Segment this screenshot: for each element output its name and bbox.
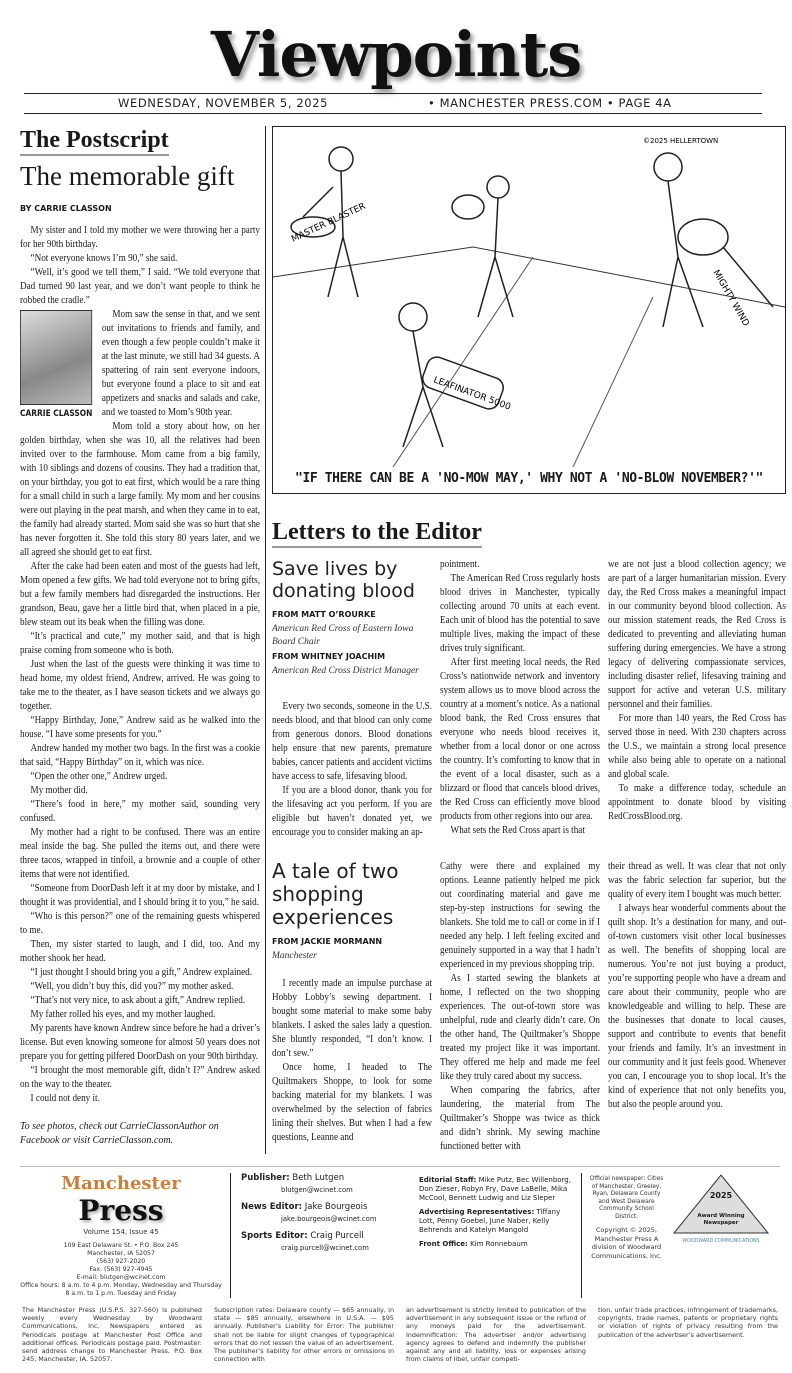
paragraph: Just when the last of the guests were thinking it was time to head home, my oldest friend, Andrew, arrived. He was going to take me to the theater, as I have season tickets and we always go together. — [20, 659, 260, 712]
address-line: Fax: (563) 927-4945 — [89, 1266, 153, 1273]
column-divider — [265, 126, 266, 1154]
label: Sports Editor: — [241, 1231, 308, 1241]
logo-manchester: Manchester — [61, 1173, 181, 1194]
paragraph: What sets the Red Cross apart is that — [450, 825, 585, 836]
paragraph: For more than 140 years, the Red Cross has served those in need. With 230 chapters across the U.S., we maintain a strong local presence while also being able to operate on a national and global scale. — [608, 713, 786, 780]
paragraph: Once home, I headed to The Quiltmakers Shoppe, to look for some backing material for my blankets. I was overwhelmed by the selection of fabrics lining their shelves. But when I had a few questions, Leanne and — [272, 1062, 432, 1143]
letter-body — [440, 860, 600, 1154]
notes-block — [582, 1173, 668, 1260]
letter-2 — [272, 860, 786, 1154]
paragraph: “Who is this person?” one of the remaining guests whispered to me. — [20, 911, 260, 936]
address-line: E-mail: blutgen@wcinet.com — [76, 1274, 166, 1281]
paragraph: If you are a blood donor, thank you for the lifesaving act you perform. If you are eligible but haven’t donated yet, we encourage you to consider making an ap- — [272, 785, 432, 838]
editors-list — [231, 1173, 413, 1253]
section-title: Viewpoints — [210, 18, 582, 91]
staff-list — [413, 1173, 581, 1249]
byline: BY CARRIE CLASSON — [20, 204, 112, 213]
fine-print — [22, 1306, 780, 1363]
cartoon-drawing — [273, 127, 785, 467]
letter-headline: A tale of two shopping experiences — [272, 859, 399, 929]
cartoon-label: MASTER BLASTER — [290, 201, 368, 245]
paragraph: we are not just a blood collection agency; we are part of a larger humanitarian mission. Every day, the Red Cross makes a meaningful impact in our community beyond blood collection. As our mission statement reads, the Red Cross is dedicated to preventing and alleviating human suffering during emergencies. We have a strong legacy of delivering compassionate services, including disaster relief, lifesaving training and support for active and veteran U.S. military personnel and their families. — [608, 559, 786, 710]
paragraph: Cathy were there and explained my options. Leanne patiently helped me pick out coordinating material and gave me step-by-step instructions for sewing the blankets. She told me to call or come in if I needed any help. I left feeling excited and genuinely supported in a way that I hadn’t experienced in my previous shopping trip. — [440, 861, 600, 970]
paragraph: My mother had a right to be confused. There was an entire meal inside the bag. She pulled the items out, and there were three tacos, wrapped in tinfoil, a brownie and a couple of other items that were not identified. — [20, 827, 260, 880]
address-line: (563) 927-2020 — [96, 1258, 146, 1265]
paragraph: “Open the other one,” Andrew urged. — [30, 771, 168, 782]
logo-press: Press — [78, 1194, 164, 1227]
award-text: Award Winning Newspaper — [697, 1213, 745, 1226]
cartoon-label: LEAFINATOR 5000 — [431, 375, 512, 413]
paragraph: pointment. — [440, 559, 480, 570]
paragraph: After first meeting local needs, the Red Cross’s nationwide network and inventory system allows us to move blood across the country at a moment’s notice. As a national blood bank, the Red Cross ensures that everyone who needs blood receives it, whether from a local donor or one across the country. It’s comforting to know that in the event of a local disaster, such as a blizzard or flood that cancels blood drives, the Red Cross can efficiently move blood products from other regions into our area. — [440, 657, 600, 822]
main-content — [0, 118, 792, 1154]
letter-body — [608, 860, 786, 1112]
paragraph: “I just thought I should bring you a gift,” Andrew explained. — [30, 967, 253, 978]
photo-caption: CARRIE CLASSON — [20, 409, 93, 419]
front-office: Kim Ronnebaum — [470, 1240, 528, 1248]
label: Advertising Representatives: — [419, 1208, 535, 1216]
letter1-col1 — [272, 558, 432, 840]
letter-body-wrap — [272, 977, 432, 1145]
paragraph: Mom saw the sense in that, and we sent out invitations to friends and family, and even though a few people couldn’t make it at the last minute, we still had 34 guests. A spattering of rain sent everyone indoors, but everyone found a place to sit and eat appetizers and snacks and salads and cake, and we toasted to Mom’s 90th year. — [101, 309, 260, 418]
woodward-logo: WOODWARD COMMUNICATIONS — [682, 1239, 760, 1244]
masthead — [0, 0, 792, 118]
official-newspaper-note: Official newspaper: Cities of Manchester, Greeley, Ryan, Delaware County and West Delaware Community School District. — [589, 1176, 664, 1220]
volume-issue: Volume 154, Issue 45 — [83, 1228, 159, 1236]
paragraph: Andrew handed my mother two bags. In the first was a cookie that said, “Happy Birthday” on it, which was nice. — [20, 743, 260, 768]
paragraph: After the cake had been eaten and most of the guests had left, Mom opened a few gifts. We had told everyone not to bring gifts, but a few family members had disregarded the instructions. Her grandson, Beau, gave her a little bird that, when placed in a pie, blew steam out its beak when the filling was done. — [20, 561, 260, 628]
paragraph: “Not everyone knows I’m 90,” she said. — [30, 253, 178, 264]
sports-editor-name: Craig Purcell — [310, 1231, 364, 1241]
letter1-col3 — [608, 558, 786, 824]
liability-notice-cont: tion, unfair trade practices, infringement of trademarks, copyrights, trade names, patents or proprietary rights or violation of rights of privacy resulting from the publication of the advertiser’s advertisement. — [598, 1306, 778, 1339]
paragraph: To make a difference today, schedule an appointment to donate blood by visiting RedCrossBlood.org. — [608, 783, 786, 822]
ad-reps: Tiffany Lott, Penny Goebel, June Naber, Kelly Behrends and Katelyn Mangold — [419, 1208, 561, 1234]
label: Editorial Staff: — [419, 1176, 477, 1184]
author-affiliation: American Red Cross of Eastern Iowa Board Chair — [272, 624, 414, 647]
letter-body-wrap — [272, 700, 432, 840]
divider — [20, 1166, 780, 1167]
paragraph: “Happy Birthday, Jone,” Andrew said as he walked into the house. “I have some presents for you.” — [20, 715, 260, 740]
award-year: 2025 — [709, 1191, 733, 1200]
article-headline: The memorable gift — [20, 161, 235, 191]
address-line: Manchester, IA 52057 — [87, 1250, 155, 1257]
author-tagline: To see photos, check out CarrieClassonAuthor on Facebook or visit CarrieClasson.com. — [20, 1121, 219, 1146]
author-photo — [20, 310, 92, 405]
divider — [24, 93, 762, 94]
address-line: 109 East Delaware St. • P.O. Box 245 — [63, 1242, 179, 1249]
paragraph: My mother did. — [30, 785, 88, 796]
column-kicker: The Postscript — [20, 126, 169, 156]
cartoonist-signature: ©2025 HELLERTOWN — [643, 137, 719, 145]
news-editor-email[interactable]: jake.bourgeois@wcinet.com — [281, 1215, 377, 1223]
paragraph: As I started sewing the blankets at home, I reflected on the two shopping experiences. The out-of-town store was unhelpful, rude and clearly didn’t care. On the other hand, The Quiltmaker’s Shoppe treated my project like it was important. They offered me help and made me feel like they truly cared about my success. — [440, 973, 600, 1082]
paragraph: Every two seconds, someone in the U.S. needs blood, and that blood can only come from generous donors. Blood donations help ensure that new parents, premature babies, cancer patients and accident victims have access to safe, lifesaving blood. — [272, 701, 432, 782]
letter-body — [272, 977, 432, 1145]
letter-author: FROM WHITNEY JOACHIM — [272, 652, 386, 661]
letter-headline: Save lives by donating blood — [272, 558, 415, 602]
paragraph: The American Red Cross regularly hosts blood drives in Manchester, typically collecting around 70 units at each event. Each unit of blood has the potential to save multiple lives, making the impact of these drives truly significant. — [440, 573, 600, 654]
paragraph: My father rolled his eyes, and my mother laughed. — [30, 1009, 216, 1020]
letter-body — [608, 558, 786, 824]
paragraph: My sister and I told my mother we were throwing her a party for her 90th birthday. — [20, 225, 260, 250]
author-photo-block — [20, 310, 96, 420]
paragraph: “There’s food in here,” my mother said, sounding very confused. — [20, 799, 260, 824]
publication-notice: The Manchester Press (U.S.P.S. 327-560) is published weekly every Wednesday by Woodward Communications, Inc. Newspapers entered as Periodicals postage at Manchester Post Office and additional offices. Periodicals postage paid. Postmaster: send address change to Manchester Press, P.O. Box 245, Manchester, IA, 52057. — [22, 1306, 202, 1364]
cartoon-caption: "IF THERE CAN BE A 'NO-MOW MAY,' WHY NOT A 'NO-BLOW NOVEMBER?'" — [295, 471, 763, 486]
copyright: Copyright © 2025, Manchester Press A division of Woodward Communications, Inc. — [591, 1226, 662, 1260]
news-editor-name: Jake Bourgeois — [304, 1202, 368, 1212]
paragraph: My parents have known Andrew since before he had a driver’s license. But even knowing someone for almost 50 years does not prepare you for getting pilfered DoorDash on your 90th birthday. — [20, 1023, 260, 1062]
paragraph: “Well, you didn’t buy this, did you?” my mother asked. — [30, 981, 234, 992]
author-affiliation: American Red Cross District Manager — [272, 666, 419, 676]
newspaper-logo — [20, 1173, 230, 1298]
label: Front Office: — [419, 1240, 468, 1248]
paragraph: Then, my sister started to laugh, and I did, too. And my mother shook her head. — [20, 939, 260, 964]
paragraph: When comparing the fabrics, after laundering, the material from The Quiltmaker’s Shoppe was twice as thick and didn’t shrink. My sewing machine functioned better with — [440, 1085, 600, 1152]
paragraph: “It’s practical and cute,” my mother said, and that is high praise coming from someone who is both. — [20, 631, 260, 656]
article-body-wrap — [20, 224, 260, 1106]
address-block — [20, 1242, 222, 1298]
paragraph: I recently made an impulse purchase at Hobby Lobby’s sewing department. I bought some material to make some baby blankets. I asked the sales lady a question. She bluntly responded, “I don’t know. I don’t sew.” — [272, 978, 432, 1059]
letter2-col3 — [608, 860, 786, 1112]
paragraph: “Someone from DoorDash left it at my door by mistake, and I thought it was providential, and I should bring it to you,” he said. — [20, 883, 260, 908]
letter-body — [440, 558, 600, 838]
liability-notice: an advertisement is strictly limited to publication of the advertisement in any subsequent issue or the refund of any moneys paid for the advertisement. Indemnification: The advertiser and/or advertising agency agrees to defend and indemnify the publisher against any and all liability, loss or expenses arising from claims of libel, unfair competi- — [406, 1306, 586, 1364]
paragraph: “I brought the most memorable gift, didn’t I?” Andrew asked on the way to the theater. — [20, 1065, 260, 1090]
editorial-cartoon — [272, 126, 786, 494]
publisher-email[interactable]: blutgen@wcinet.com — [281, 1186, 353, 1194]
letter2-col1 — [272, 860, 432, 1145]
paragraph: I always hear wonderful comments about the quilt shop. It’s a destination for many, and out-of-town customers visit other local businesses as well. The benefits of shopping local are numerous. You’re not just buying a product, you’re supporting people who have a dream and care about their community, people who are knowledgeable and willing to help. These are the businesses that donate to local causes, support and contribute to events that benefit your friends and family. It’s an investment in our community and it just feels good. Whenever you can, I encourage you to shop local. It’s the kind of experience that not only benefits you, but also the people around you. — [608, 903, 786, 1110]
paragraph: “That’s not very nice, to ask about a gift,” Andrew replied. — [30, 995, 246, 1006]
paragraph: “Well, it’s good we tell them,” I said. “We told everyone that Dad turned 90 last year, and we don’t want people to think he robbed the cradle.” — [20, 267, 260, 306]
postscript-column — [20, 126, 260, 1148]
article-body — [20, 224, 260, 1106]
site-page-label: • MANCHESTER PRESS.COM • PAGE 4A — [428, 96, 672, 110]
letter1-col2 — [440, 558, 600, 838]
staff-box — [20, 1173, 780, 1298]
editorial-staff: Mike Putz, Bec Willenborg, Don Zieser, Robyn Fry, Dave LaBelle, Mika McCool, Bennett Ludwig and Liz Sleper — [419, 1176, 571, 1202]
label: News Editor: — [241, 1202, 303, 1212]
paragraph: their thread as well. It was clear that not only was the fabric selection far superior, but the quality of every item I bought was much better. — [608, 861, 786, 900]
letter-1 — [272, 558, 786, 840]
letter-body — [272, 700, 432, 840]
sports-editor-email[interactable]: craig.purcell@wcinet.com — [281, 1244, 369, 1252]
subscription-rates: Subscription rates: Delaware county — $65 annually, in state — $85 annually, elsewhere in U.S.A. — $95 annually. Publisher’s Liability for Error: The publisher shall not be liable for slight changes of typographical errors that do not lessen the value of an advertisement. The publisher’s liability for other errors or omissions in connection with — [214, 1306, 394, 1364]
letter-author: FROM MATT O’ROURKE — [272, 610, 376, 619]
award-badge — [672, 1173, 770, 1249]
paragraph: Mom told a story about how, on her golden birthday, when she was 10, all the relatives had been invited over to the farmhouse. Mom came from a big family, with 10 siblings and dozens of cousins. They had a tradition that, on your birthday, you got to eat first, which would be a rare thing for a small child in such a large family. My mom and her cousins were out playing in the peat marsh, and when they came in to eat, the family had already started. Mom said she was so hurt that she has never forgotten it. She told this story 80 years later, and we all agreed she should get to eat first. — [20, 421, 260, 558]
cartoon-label: MIGHTY WIND — [710, 268, 751, 329]
letter2-col2 — [440, 860, 600, 1154]
author-affiliation: Manchester — [272, 951, 317, 961]
address-line: 8 a.m. to 1 p.m. Tuesday and Friday — [65, 1290, 177, 1297]
paragraph: I could not deny it. — [30, 1093, 100, 1104]
label: Publisher: — [241, 1173, 290, 1183]
letter-author: FROM JACKIE MORMANN — [272, 937, 383, 946]
publisher-name: Beth Lutgen — [292, 1173, 345, 1183]
right-column — [272, 126, 786, 1154]
address-line: Office hours: 8 a.m. to 4 p.m. Monday, Wednesday and Thursday — [20, 1282, 222, 1289]
issue-date: WEDNESDAY, NOVEMBER 5, 2025 — [118, 96, 329, 110]
divider — [24, 113, 762, 114]
letters-section-title: Letters to the Editor — [272, 518, 482, 548]
